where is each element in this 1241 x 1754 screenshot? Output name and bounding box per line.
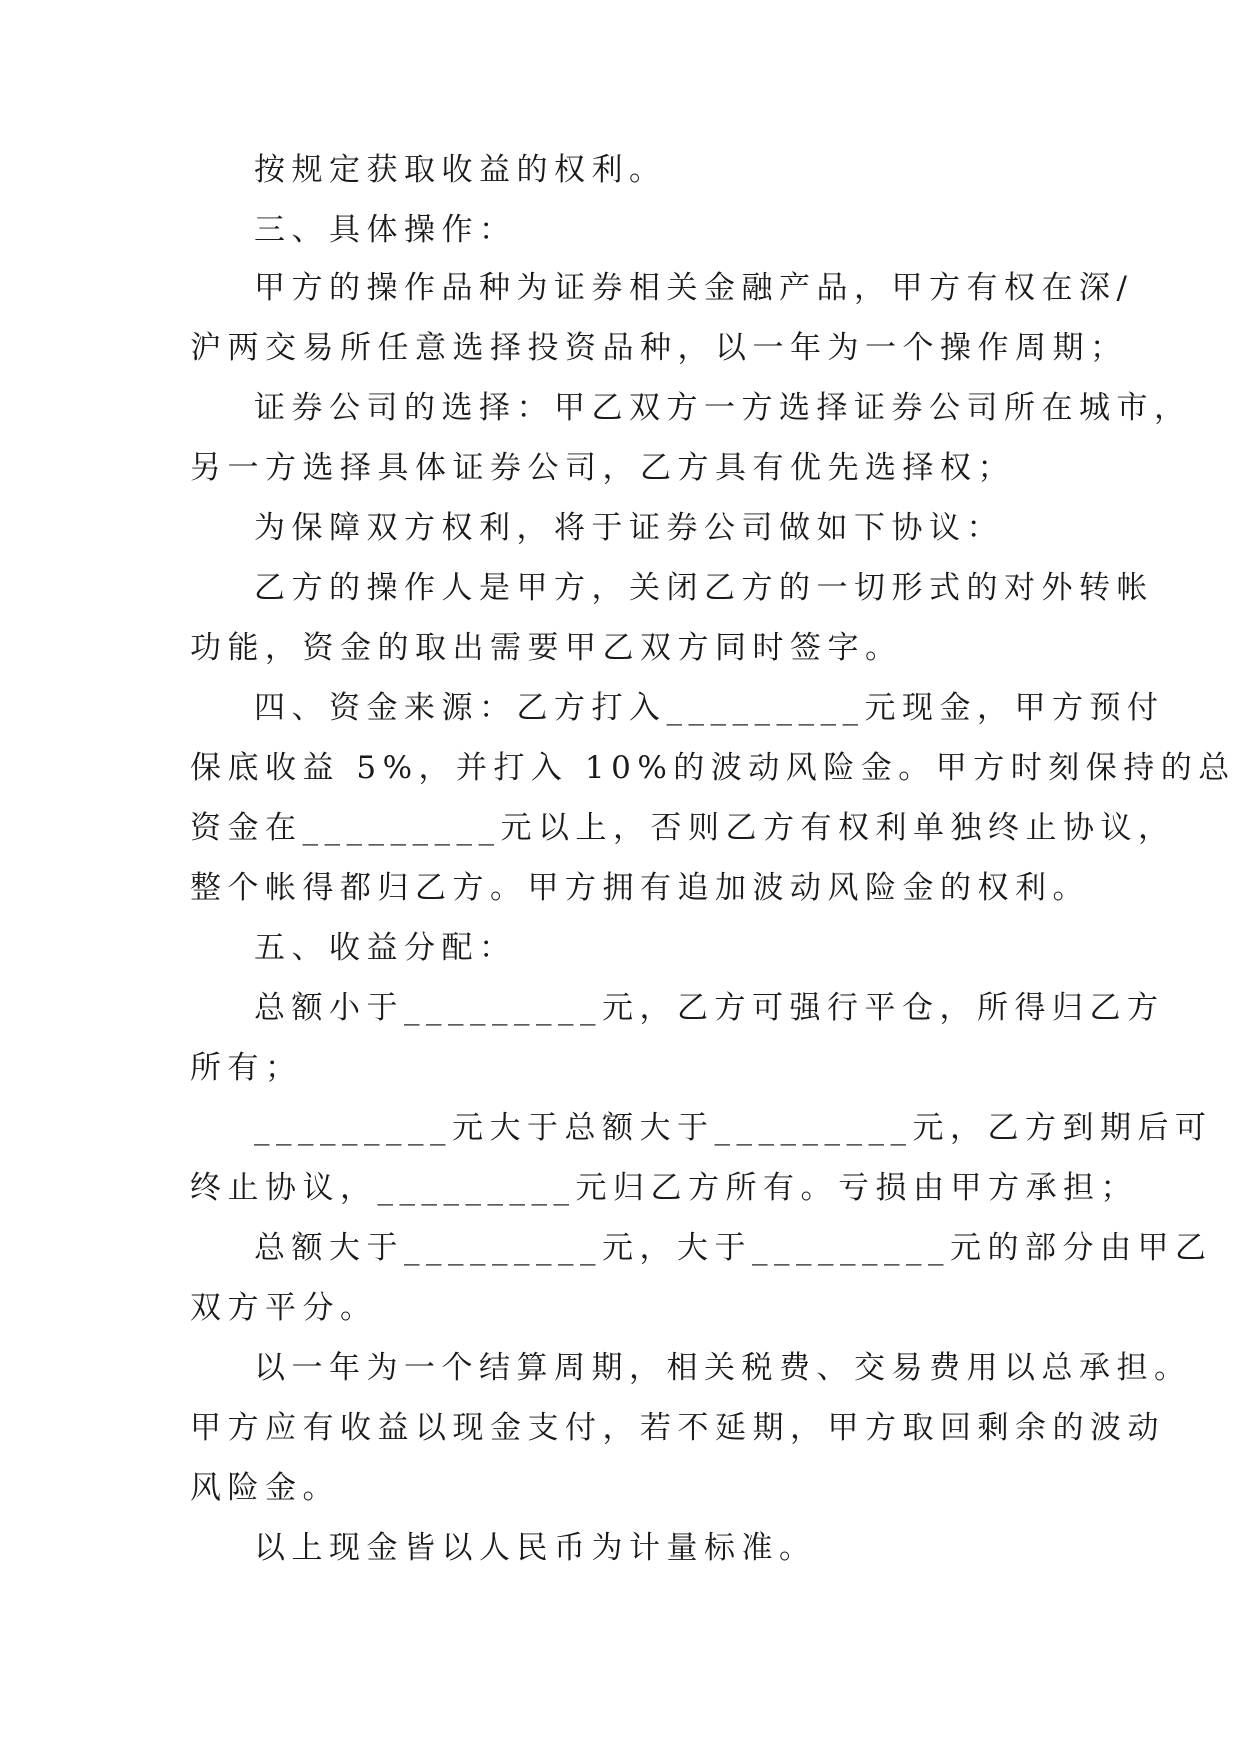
- text-line-8: 乙方的操作人是甲方，关闭乙方的一切形式的对外转帐: [254, 570, 1154, 606]
- text-line-18: 终止协议，_________元归乙方所有。亏损由甲方承担；: [190, 1170, 1138, 1206]
- text-line-11: 保底收益 5%，并打入 10%的波动风险金。甲方时刻保持的总: [190, 750, 1236, 786]
- text-line-20: 双方平分。: [190, 1290, 378, 1326]
- text-line-23: 风险金。: [190, 1470, 340, 1506]
- text-line-12: 资金在_________元以上，否则乙方有权利单独终止协议，: [190, 810, 1176, 846]
- text-line-21: 以一年为一个结算周期，相关税费、交易费用以总承担。: [254, 1350, 1192, 1386]
- section-heading-4: 四、资金来源：乙方打入_________元现金，甲方预付: [254, 690, 1165, 726]
- text-line-4: 沪两交易所任意选择投资品种，以一年为一个操作周期；: [190, 330, 1128, 366]
- text-line-17: _________元大于总额大于_________元，乙方到期后可: [254, 1110, 1213, 1146]
- section-heading-5: 五、收益分配：: [254, 930, 517, 966]
- text-line-5: 证券公司的选择：甲乙双方一方选择证券公司所在城市，: [254, 390, 1192, 426]
- text-line-16: 所有；: [190, 1050, 303, 1086]
- text-line-15: 总额小于_________元，乙方可强行平仓，所得归乙方: [254, 990, 1165, 1026]
- text-line-3: 甲方的操作品种为证券相关金融产品，甲方有权在深/: [254, 270, 1134, 306]
- text-line-7: 为保障双方权利，将于证券公司做如下协议：: [254, 510, 1004, 546]
- section-heading-3: 三、具体操作：: [254, 212, 517, 248]
- text-line-22: 甲方应有收益以现金支付，若不延期，甲方取回剩余的波动: [190, 1410, 1165, 1446]
- text-line-24: 以上现金皆以人民币为计量标准。: [254, 1530, 817, 1566]
- text-line-9: 功能，资金的取出需要甲乙双方同时签字。: [190, 630, 903, 666]
- text-line-6: 另一方选择具体证券公司，乙方具有优先选择权；: [190, 450, 1015, 486]
- text-line-1: 按规定获取收益的权利。: [254, 152, 667, 188]
- text-line-19: 总额大于_________元，大于_________元的部分由甲乙: [254, 1230, 1213, 1266]
- text-line-13: 整个帐得都归乙方。甲方拥有追加波动风险金的权利。: [190, 870, 1090, 906]
